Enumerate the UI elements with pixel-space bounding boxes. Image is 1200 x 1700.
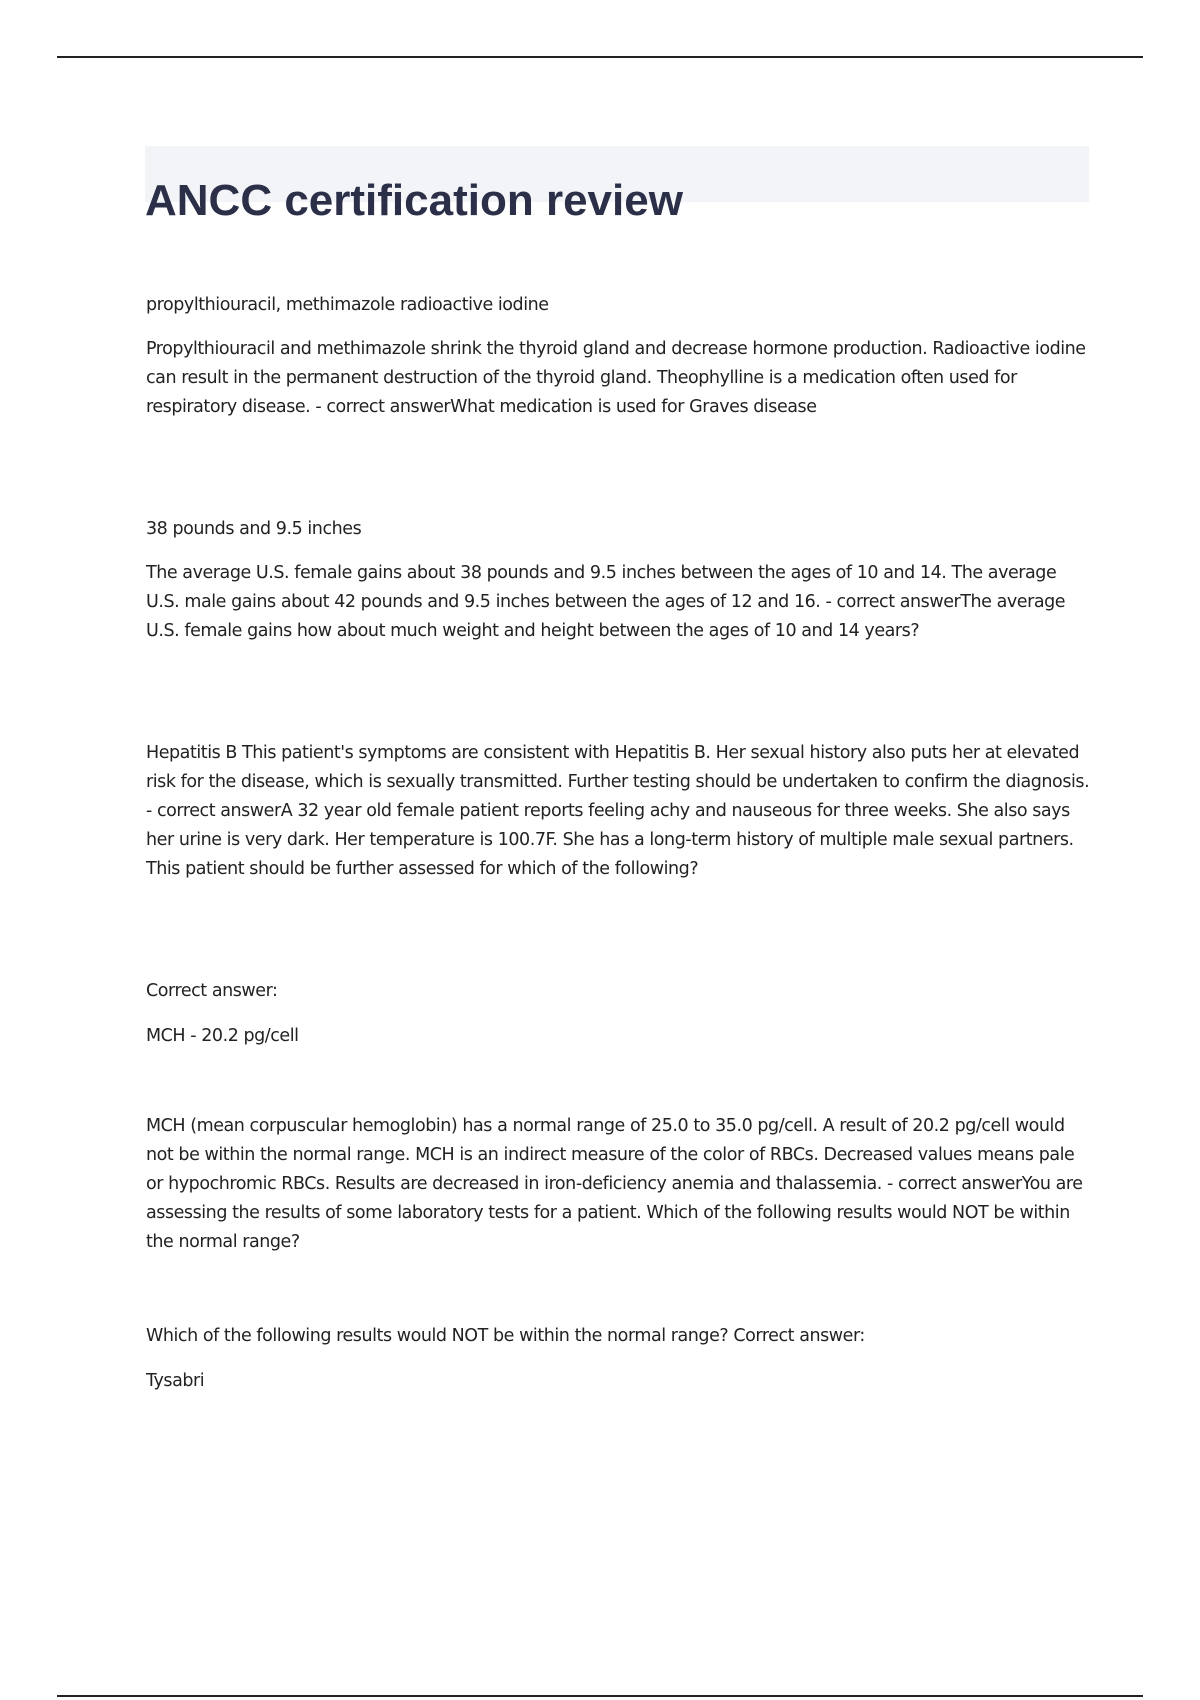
entry-tysabri: Tysabri [146, 1371, 205, 1391]
entry-mch-value: MCH - 20.2 pg/cell [146, 1026, 299, 1046]
top-rule [57, 56, 1143, 58]
entry-explanation-growth: The average U.S. female gains about 38 pounds and 9.5 inches between the ages of 10 and 14. The average U.S. male gains about 42 pounds and 9.5 inches between the ages of 12 and 16. - correct answerThe average U.S. female gains how about much weight and height between the ages of 10 and 14 years? [146, 563, 1066, 641]
entry-correct-answer-label: Correct answer: [146, 981, 278, 1001]
entry-answer-graves: propylthiouracil, methimazole radioactive iodine [146, 295, 549, 315]
entry-hepatitis: Hepatitis B This patient's symptoms are consistent with Hepatitis B. Her sexual history also puts her at elevated risk for the disease, which is sexually transmitted. Further testing should be undertaken to confirm the diagnosis. - correct answerA 32 year old female patient reports feeling achy and nauseous for three weeks. She also says her urine is very dark. Her temperature is 100.7F. She has a long-term history of multiple male sexual partners. This patient should be further assessed for which of the following? [146, 743, 1090, 879]
entry-mch-explanation: MCH (mean corpuscular hemoglobin) has a normal range of 25.0 to 35.0 pg/cell. A result of 20.2 pg/cell would not be within the normal range. MCH is an indirect measure of the color of RBCs. Decreased values means pale or hypochromic RBCs. Results are decreased in iron-deficiency anemia and thalassemia. - correct answerYou are assessing the results of some laboratory tests for a patient. Which of the following results would NOT be within the normal range? [146, 1116, 1083, 1252]
entry-answer-growth: 38 pounds and 9.5 inches [146, 519, 362, 539]
bottom-rule [57, 1695, 1143, 1697]
entry-normal-range-question: Which of the following results would NOT be within the normal range? Correct answer: [146, 1326, 865, 1346]
document-title: ANCC certification review [145, 176, 683, 226]
entry-explanation-graves: Propylthiouracil and methimazole shrink the thyroid gland and decrease hormone production. Radioactive iodine can result in the permanent destruction of the thyroid gland. Theophylline is a medication often used for respiratory disease. - correct answerWhat medication is used for Graves disease [146, 339, 1086, 417]
